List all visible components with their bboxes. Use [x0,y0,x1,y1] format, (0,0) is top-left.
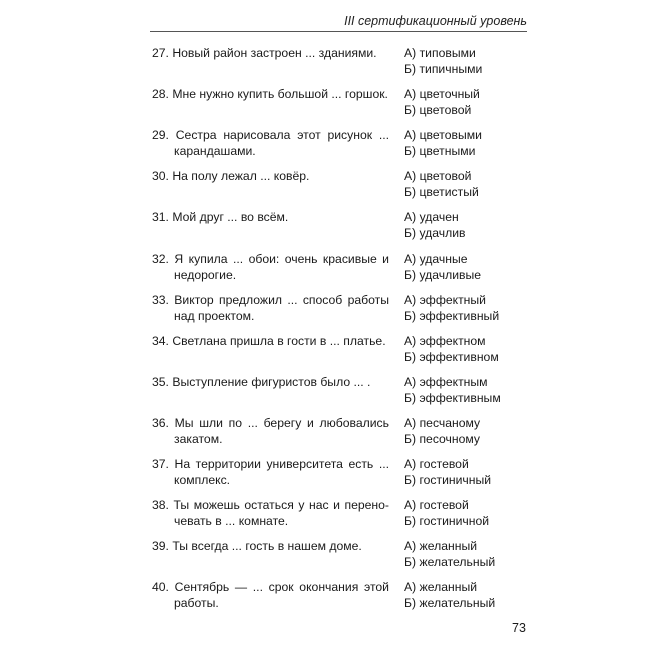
question-line [152,538,389,554]
question-number: 36. [152,415,169,430]
option-a: А) цветочный [404,87,480,102]
question-line [152,415,389,447]
answer-options [404,127,534,159]
page-number: 73 [512,621,526,635]
option-b: Б) эффективный [404,308,500,323]
option-a: А) гостевой [404,498,469,513]
answer-options [404,251,534,283]
question-number: 35. [152,374,169,389]
option-b: Б) типичными [404,62,483,76]
option-b: Б) эффективном [404,349,499,364]
question-text: Ты всегда ... гость в нашем доме. [172,539,362,554]
answer-options [404,374,534,406]
question-number: 30. [152,169,169,184]
question-line [152,45,389,61]
question-line [152,579,389,611]
option-a: А) эффектный [404,292,486,307]
answer-options [404,209,534,241]
option-b: Б) гостиничный [404,473,492,487]
question [152,456,389,488]
question [152,579,389,611]
option-b: Б) эффективным [404,390,501,405]
question [152,374,389,390]
option-a: А) эффектном [404,333,486,348]
question-text: Я купила ... обои: очень красивые и недорогие. [174,251,389,282]
question-number: 33. [152,292,169,307]
question-text: Светлана пришла в гости в ... платье. [172,333,386,348]
answer-options [404,45,534,77]
question-text: Сестра нарисовала этот рисунок ... карандашами. [174,128,389,159]
question-line [152,456,389,488]
question-text: На полу лежал ... ковёр. [172,169,310,184]
option-a: А) цветовой [404,169,472,184]
option-b: Б) цветными [404,144,476,159]
question-text: Мы шли по ... берегу и любовались закатом. [174,415,389,446]
question-number: 32. [152,251,169,266]
question [152,209,389,225]
option-a: А) типовыми [404,46,476,60]
question [152,168,389,184]
question-text: Сентябрь — ... срок окончания этой работы. [174,580,389,611]
question-number: 34. [152,333,169,348]
question-line [152,333,389,349]
answer-options [404,86,534,118]
question [152,251,389,283]
answer-options [404,497,534,529]
question-number: 39. [152,539,169,554]
option-b: Б) желательный [404,555,496,570]
option-b: Б) песочному [404,431,481,446]
option-a: А) желанный [404,580,478,595]
question-line [152,497,389,529]
question-line [152,127,389,159]
answer-options [404,168,534,200]
question [152,538,389,554]
question-text: Выступление фигуристов было ... . [172,374,371,389]
question-text: Виктор предложил ... способ работы над проектом. [174,292,390,323]
question-number: 29. [152,128,169,143]
question [152,497,389,529]
question-text: Ты можешь остаться у нас и перено-чевать в ... комнате. [173,498,389,529]
question-text: Мне нужно купить большой ... горшок. [172,87,388,102]
option-b: Б) гостиничной [404,514,490,529]
question-line [152,168,389,184]
question-text: На территории университета есть ... комплекс. [174,457,390,487]
question [152,127,389,159]
question-line [152,292,389,324]
question-line [152,209,389,225]
question [152,415,389,447]
option-b: Б) удачливые [404,267,482,282]
option-a: А) удачен [404,210,459,225]
option-a: А) удачные [404,251,468,266]
answer-options [404,456,534,488]
option-a: А) эффектным [404,374,488,389]
question-number: 40. [152,580,169,595]
option-a: А) песчаному [404,415,481,430]
answer-options [404,538,534,570]
question-line [152,251,389,283]
question-number: 27. [152,46,169,60]
option-b: Б) цветовой [404,103,472,118]
option-b: Б) желательный [404,596,496,611]
running-header: III сертификационный уровень [344,14,527,28]
question-text: Новый район застроен ... зданиями. [172,46,377,60]
question-number: 31. [152,210,169,225]
question-number: 38. [152,498,169,513]
answer-options [404,415,534,447]
question [152,292,389,324]
header-rule [150,31,527,32]
question-number: 28. [152,87,169,102]
question [152,45,389,61]
answer-options [404,292,534,324]
question-number: 37. [152,457,169,471]
question [152,333,389,349]
option-a: А) гостевой [404,457,469,471]
question-line [152,86,389,102]
question-line [152,374,389,390]
question [152,86,389,102]
answer-options [404,333,534,365]
option-a: А) желанный [404,539,478,554]
option-b: Б) цветистый [404,185,479,200]
question-text: Мой друг ... во всём. [172,210,289,225]
answer-options [404,579,534,611]
option-a: А) цветовыми [404,128,482,143]
option-b: Б) удачлив [404,226,466,241]
